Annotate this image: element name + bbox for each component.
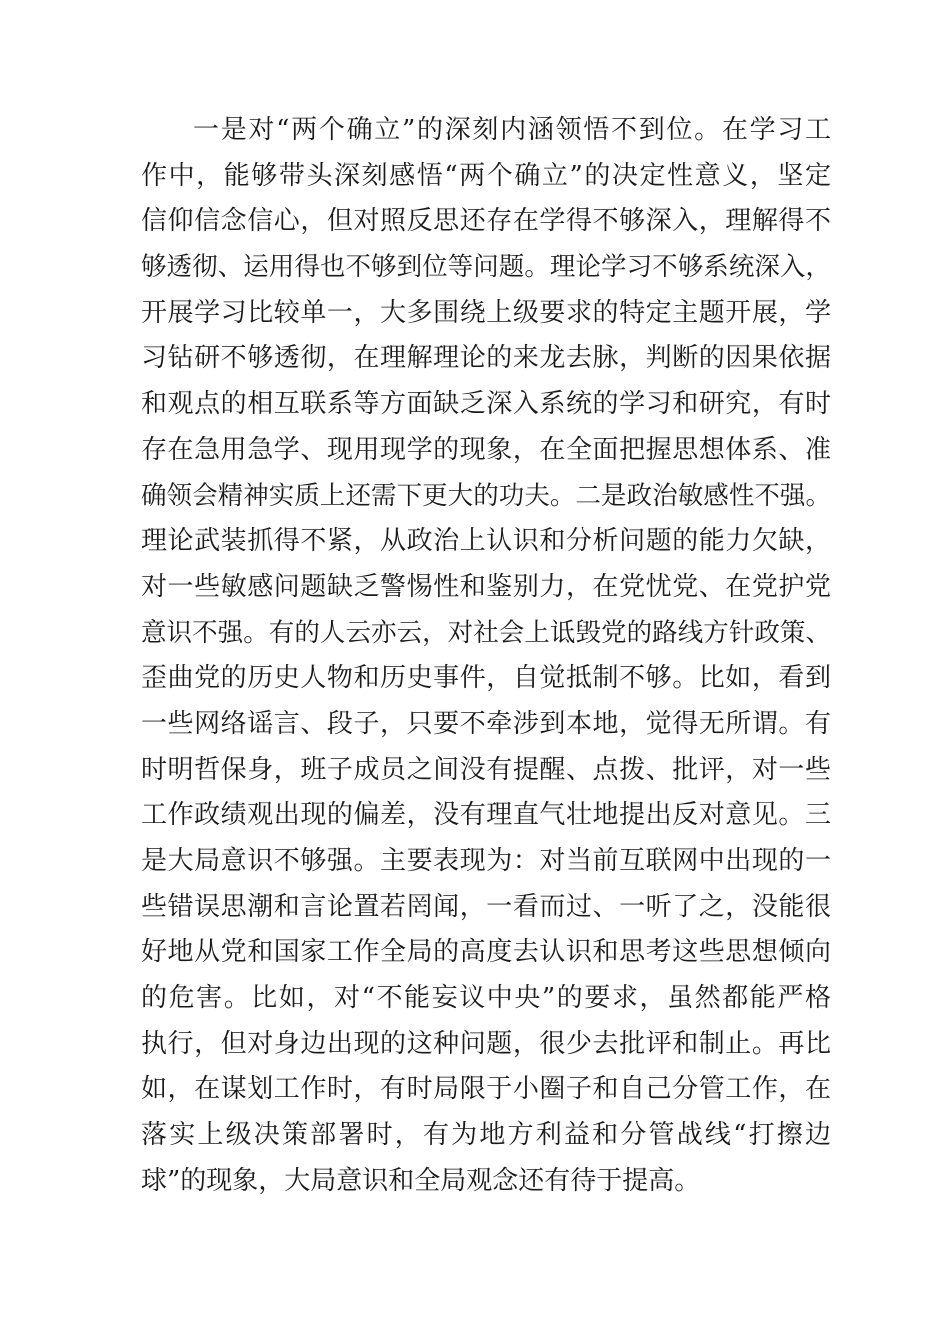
text-line-15: 时明哲保身，班子成员之间没有提醒、点拨、批评，对一些 xyxy=(141,754,831,785)
text-line-17: 是大局意识不够强。主要表现为：对当前互联网中出现的一 xyxy=(141,846,831,876)
text-line-14: 一些网络谣言、段子，只要不牵涉到本地，觉得无所谓。有 xyxy=(141,708,831,739)
text-line-1: 一是对“两个确立”的深刻内涵领悟不到位。在学习工 xyxy=(193,115,831,145)
text-line-12: 意识不强。有的人云亦云，对社会上诋毁党的路线方针政策、 xyxy=(141,617,831,648)
text-line-3: 信仰信念信心，但对照反思还存在学得不够深入，理解得不 xyxy=(141,206,831,237)
text-line-23: 落实上级决策部署时，有为地方利益和分管战线“打擦边 xyxy=(141,1120,831,1151)
text-line-2: 作中，能够带头深刻感悟“两个确立”的决定性意义，坚定 xyxy=(141,160,831,191)
text-line-8: 存在急用急学、现用现学的现象，在全面把握思想体系、准 xyxy=(141,434,831,465)
text-line-13: 歪曲党的历史人物和历史事件，自觉抵制不够。比如，看到 xyxy=(141,663,831,694)
text-line-18: 些错误思潮和言论置若罔闻，一看而过、一听了之，没能很 xyxy=(141,891,831,922)
text-line-11: 对一些敏感问题缺乏警惕性和鉴别力，在党忧党、在党护党 xyxy=(141,571,831,602)
text-line-22: 如，在谋划工作时，有时局限于小圈子和自己分管工作，在 xyxy=(141,1074,831,1105)
text-line-9: 确领会精神实质上还需下更大的功夫。二是政治敏感性不强。 xyxy=(141,480,831,511)
text-line-16: 工作政绩观出现的偏差，没有理直气壮地提出反对意见。三 xyxy=(141,800,831,831)
text-line-5: 开展学习比较单一，大多围绕上级要求的特定主题开展，学 xyxy=(141,297,831,328)
body-paragraph xyxy=(141,108,831,1205)
text-line-10: 理论武装抓得不紧，从政治上认识和分析问题的能力欠缺， xyxy=(141,526,831,557)
text-line-24: 球”的现象，大局意识和全局观念还有待于提高。 xyxy=(141,1165,701,1196)
text-line-21: 执行，但对身边出现的这种问题，很少去批评和制止。再比 xyxy=(141,1028,831,1059)
text-line-7: 和观点的相互联系等方面缺乏深入系统的学习和研究，有时 xyxy=(141,389,831,420)
text-line-6: 习钻研不够透彻，在理解理论的来龙去脉，判断的因果依据 xyxy=(141,343,831,374)
text-line-20: 的危害。比如，对“不能妄议中央”的要求，虽然都能严格 xyxy=(141,983,831,1014)
text-line-19: 好地从党和国家工作全局的高度去认识和思考这些思想倾向 xyxy=(141,937,831,968)
text-line-4: 够透彻、运用得也不够到位等问题。理论学习不够系统深入， xyxy=(141,252,831,283)
